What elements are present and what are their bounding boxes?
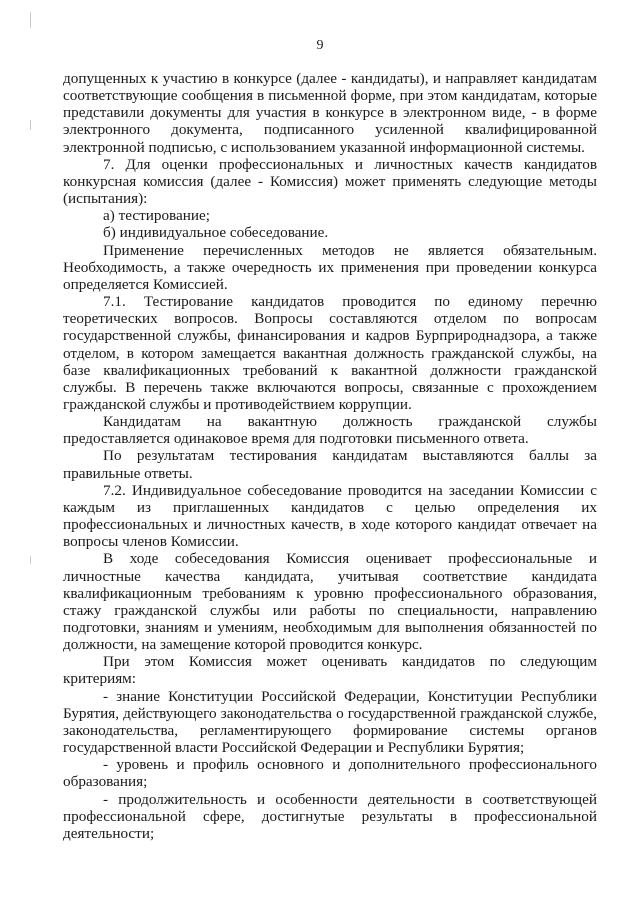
- paragraph: 7.2. Индивидуальное собеседование проводится на заседании Комиссии с каждым из приглашенных кандидатов с целью определения их профессиональных и личностных качеств, в ходе которого кандидат отвечает на вопросы членов Комиссии.: [63, 481, 597, 551]
- document-body: [63, 70, 597, 842]
- paragraph: Кандидатам на вакантную должность гражданской службы предоставляется одинаковое время для подготовки письменного ответа.: [63, 413, 597, 448]
- scan-margin-mark: [30, 556, 31, 564]
- paragraph: допущенных к участию в конкурсе (далее - кандидаты), и направляет кандидатам соответствующие сообщения в письменной форме, при этом кандидатам, которые представили документы для участия в конкурсе в электронном виде, - в форме электронного документа, подписанного усиленной квалифицированной электронной подписью, с использованием указанной информационной системы.: [63, 70, 597, 156]
- criteria-item: - продолжительность и особенности деятельности в соответствующей профессиональной сфере, достигнутые результаты в профессиональной деятельности;: [63, 790, 597, 842]
- list-item: б) индивидуальное собеседование.: [103, 224, 329, 242]
- scan-margin-mark: [30, 12, 31, 28]
- paragraph: По результатам тестирования кандидатам выставляются баллы за правильные ответы.: [63, 447, 597, 482]
- paragraph: В ходе собеседования Комиссия оценивает профессиональные и личностные качества кандидата, учитывая соответствие кандидата квалификационным требованиям к уровню профессионального образования, стажу гражданской службы или работы по специальности, направлению подготовки, знаниям и умениям, необходимым для выполнения обязанностей по должности, на замещение которой проводится конкурс.: [63, 550, 597, 654]
- paragraph: При этом Комиссия может оценивать кандидатов по следующим критериям:: [63, 653, 597, 688]
- paragraph: 7.1. Тестирование кандидатов проводится по единому перечню теоретических вопросов. Вопросы составляются отделом по вопросам государственной службы, финансирования и кадров Бурприроднадзора, а также отделом, в котором замещается вакантная должность гражданской службы, на базе квалификационных требований к вакантной должности гражданской службы. В перечень также включаются вопросы, связанные с прохождением гражданской службы и противодействием коррупции.: [63, 293, 597, 413]
- page-number: 9: [316, 38, 324, 53]
- criteria-item: - знание Конституции Российской Федерации, Конституции Республики Бурятия, действующего законодательства о государственной гражданской службе, законодательства, регламентирующего формирование системы органов государственной власти Российской Федерации и Республики Бурятия;: [63, 687, 597, 757]
- list-item: а) тестирование;: [103, 207, 210, 225]
- criteria-item: - уровень и профиль основного и дополнительного профессионального образования;: [63, 756, 597, 791]
- scan-margin-mark: [30, 120, 31, 130]
- paragraph: 7. Для оценки профессиональных и личностных качеств кандидатов конкурсная комиссия (далее - Комиссия) может применять следующие методы (испытания):: [63, 155, 597, 208]
- paragraph: Применение перечисленных методов не является обязательным. Необходимость, а также очередность их применения при проведении конкурса определяется Комиссией.: [63, 241, 597, 293]
